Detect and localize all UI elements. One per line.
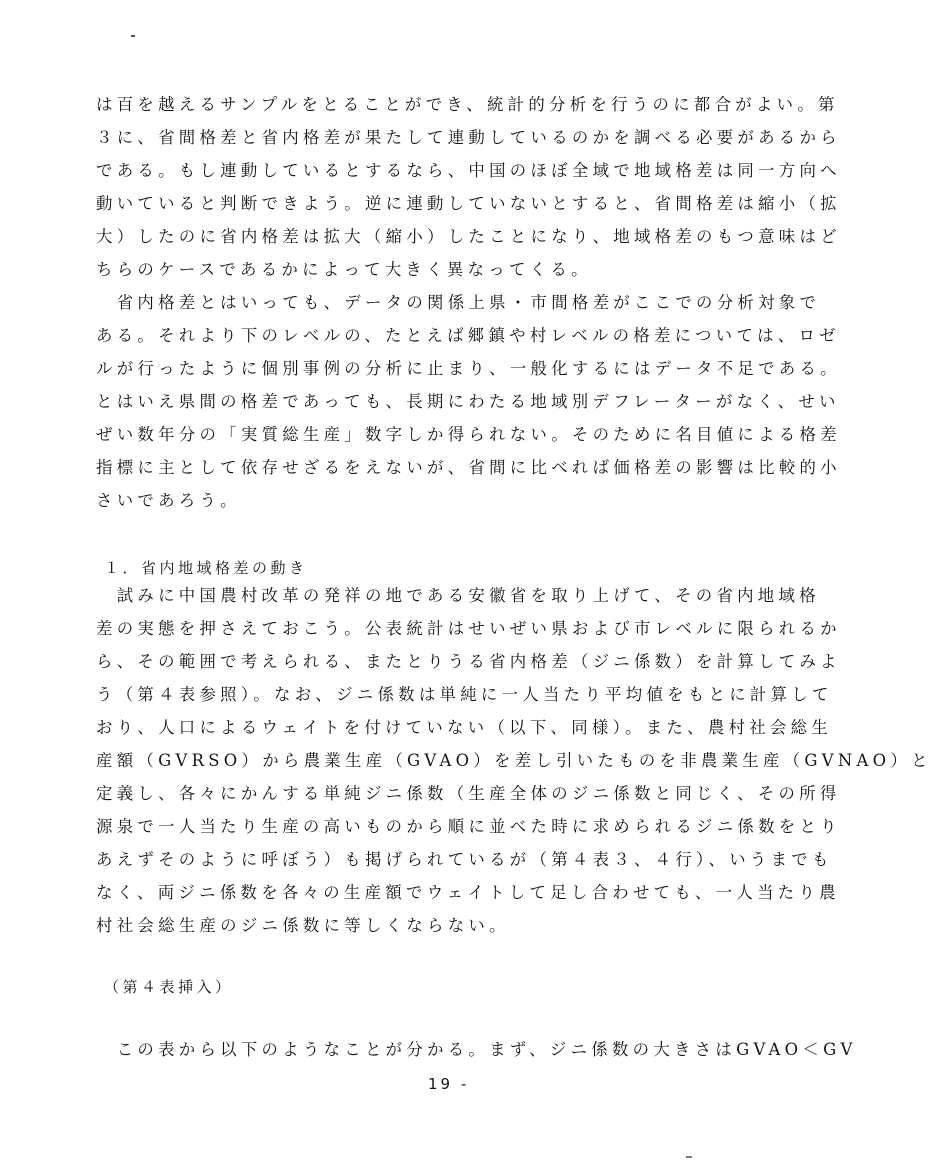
paragraph-1-line-3: である。もし連動しているとするなら、中国のほぼ全域で地域格差は同一方向へ (96, 161, 841, 180)
paragraph-2-line-4: とはいえ県間の格差であっても、長期にわたる地域別デフレーターがなく、せい (96, 392, 840, 411)
paragraph-3-line-9: あえずそのように呼ぼう）も掲げられているが（第４表３、４行）、いうまでも (96, 850, 833, 869)
paragraph-2-line-5: ぜい数年分の「実質総生産」数字しか得られない。そのために名目値による格差 (96, 425, 841, 444)
paragraph-2-line-1: 省内格差とはいっても、データの関係上県・市間格差がここでの分析対象で (96, 293, 821, 312)
page-number: 19 - (428, 1075, 470, 1093)
paragraph-3-line-7: 定義し、各々にかんする単純ジニ係数（生産全体のジニ係数と同じく、その所得 (96, 784, 841, 803)
paragraph-2-line-3: ルが行ったように個別事例の分析に止まり、一般化するにはデータ不足である。 (96, 359, 841, 378)
scan-mark (131, 35, 135, 37)
paragraph-3-line-2: 差の実態を押さえておこう。公表統計はせいぜい県および市レベルに限られるか (96, 619, 841, 638)
paragraph-3-line-4: う（第４表参照）。なお、ジニ係数は単純に一人当たり平均値をもとに計算して (96, 685, 833, 704)
paragraph-1-line-4: 動いていると判断できよう。逆に連動していないとすると、省間格差は縮小（拡 (96, 194, 841, 213)
paragraph-4-line-1: この表から以下のようなことが分かる。まず、ジニ係数の大きさはGVAO＜GV (96, 1040, 857, 1059)
paragraph-3-line-11: 村社会総生産のジニ係数に等しくならない。 (96, 916, 510, 935)
paragraph-3-line-10: なく、両ジニ係数を各々の生産額でウェイトして足し合わせても、一人当たり農 (96, 883, 840, 902)
section-heading: １．省内地域格差の動き (104, 559, 308, 577)
paragraph-3-line-5: おり、人口によるウェイトを付けていない（以下、同様）。また、農村社会総生 (96, 718, 833, 737)
paragraph-3-line-1: 試みに中国農村改革の発祥の地である安徽省を取り上げて、その省内地域格 (96, 586, 820, 605)
paragraph-1-line-5: 大）したのに省内格差は拡大（縮小）したことになり、地域格差のもつ意味はど (96, 227, 841, 246)
paragraph-3-line-8: 源泉で一人当たり生産の高いものから順に並べた時に求められるジニ係数をとり (96, 817, 841, 836)
paragraph-2-line-6: 指標に主として依存せざるをえないが、省間に比べれば価格差の影響は比較的小 (96, 458, 841, 477)
paragraph-3-line-3: ら、その範囲で考えられる、またとりうる省内格差（ジニ係数）を計算してみよ (96, 652, 841, 671)
scan-mark-bottom (686, 1156, 692, 1158)
paragraph-1-line-6: ちらのケースであるかによって大きく異なってくる。 (96, 260, 592, 279)
paragraph-1-line-1: は百を越えるサンプルをとることができ、統計的分析を行うのに都合がよい。第 (96, 95, 839, 114)
paragraph-2-line-2: ある。それより下のレベルの、たとえば郷鎮や村レベルの格差については、ロゼ (96, 326, 840, 345)
paragraph-2-line-7: さいであろう。 (96, 491, 241, 510)
paragraph-3-line-6: 産額（GVRSO）から農業生産（GVAO）を差し引いたものを非農業生産（GVNAO）と (96, 751, 932, 770)
paragraph-1-line-2: ３に、省間格差と省内格差が果たして連動しているのかを調べる必要があるから (96, 128, 841, 147)
table-insert-note: （第４表挿入） (104, 978, 234, 996)
